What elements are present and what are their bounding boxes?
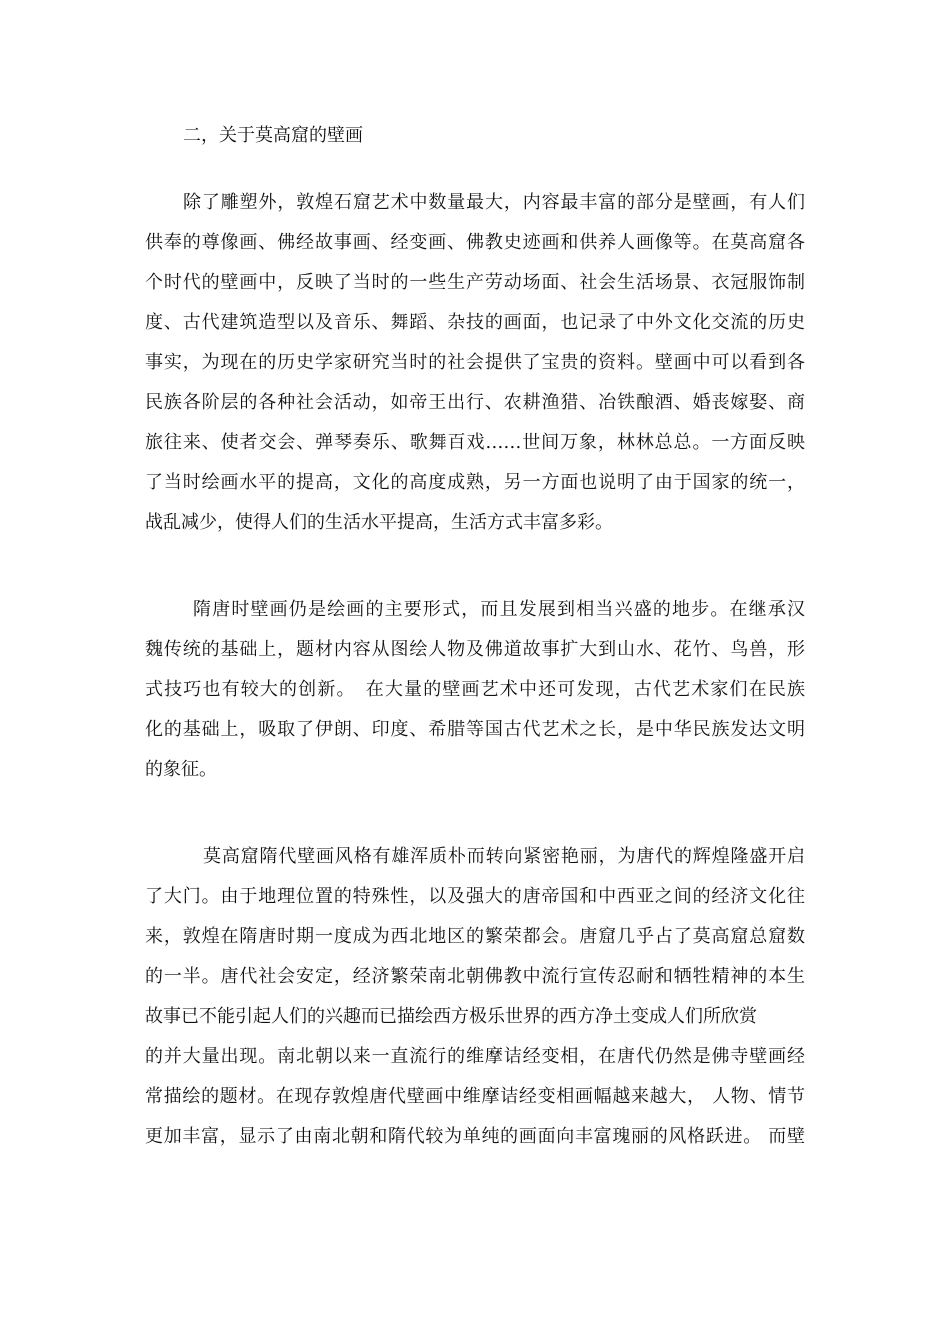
paragraph-1-line-7: 旅往来、使者交会、弹琴奏乐、歌舞百戏……世间万象，林林总总。一方面反映 (145, 432, 805, 453)
paragraph-3-line-8: 更加丰富，显示了由南北朝和隋代较为单纯的画面向丰富瑰丽的风格跃进。 而壁 (145, 1126, 805, 1147)
paragraph-1-line-4: 度、古代建筑造型以及音乐、舞蹈、杂技的画面，也记录了中外文化交流的历史 (145, 312, 805, 333)
paragraph-2-line-3: 式技巧也有较大的创新。 在大量的壁画艺术中还可发现，古代艺术家们在民族 (145, 679, 805, 700)
paragraph-2-line-2: 魏传统的基础上，题材内容从图绘人物及佛道故事扩大到山水、花竹、鸟兽，形 (145, 639, 805, 660)
paragraph-1-line-5: 事实，为现在的历史学家研究当时的社会提供了宝贵的资料。壁画中可以看到各 (145, 352, 805, 373)
paragraph-3-line-5: 故事已不能引起人们的兴趣而已描绘西方极乐世界的西方净土变成人们所欣赏 (145, 1006, 757, 1027)
paragraph-3-line-1: 莫高窟隋代壁画风格有雄浑质朴而转向紧密艳丽，为唐代的辉煌隆盛开启 (203, 846, 805, 867)
paragraph-1-line-3: 个时代的壁画中，反映了当时的一些生产劳动场面、社会生活场景、衣冠服饰制 (145, 272, 805, 293)
paragraph-2-line-5: 的象征。 (145, 759, 217, 780)
paragraph-3-line-7: 常描绘的题材。在现存敦煌唐代壁画中维摩诘经变相画幅越来越大， 人物、情节 (145, 1086, 805, 1107)
section-heading: 二，关于莫高窟的壁画 (183, 125, 363, 146)
paragraph-3-line-3: 来，敦煌在隋唐时期一度成为西北地区的繁荣都会。唐窟几乎占了莫高窟总窟数 (145, 926, 805, 947)
paragraph-3-line-6: 的并大量出现。南北朝以来一直流行的维摩诘经变相，在唐代仍然是佛寺壁画经 (145, 1046, 805, 1067)
paragraph-1-line-9: 战乱减少，使得人们的生活水平提高，生活方式丰富多彩。 (145, 512, 613, 533)
paragraph-3-line-4: 的一半。唐代社会安定，经济繁荣南北朝佛教中流行宣传忍耐和牺牲精神的本生 (145, 966, 805, 987)
paragraph-2-line-4: 化的基础上，吸取了伊朗、印度、希腊等国古代艺术之长，是中华民族发达文明 (145, 719, 805, 740)
paragraph-1-line-1: 除了雕塑外，敦煌石窟艺术中数量最大，内容最丰富的部分是壁画，有人们 (183, 192, 805, 213)
paragraph-1-line-6: 民族各阶层的各种社会活动，如帝王出行、农耕渔猎、冶铁酿酒、婚丧嫁娶、商 (145, 392, 805, 413)
paragraph-2-line-1: 隋唐时壁画仍是绘画的主要形式，而且发展到相当兴盛的地步。在继承汉 (193, 599, 805, 620)
paragraph-1-line-8: 了当时绘画水平的提高，文化的高度成熟，另一方面也说明了由于国家的统一， (145, 472, 805, 493)
paragraph-3-line-2: 了大门。由于地理位置的特殊性，以及强大的唐帝国和中西亚之间的经济文化往 (145, 886, 805, 907)
paragraph-1-line-2: 供奉的尊像画、佛经故事画、经变画、佛教史迹画和供养人画像等。在莫高窟各 (145, 232, 805, 253)
